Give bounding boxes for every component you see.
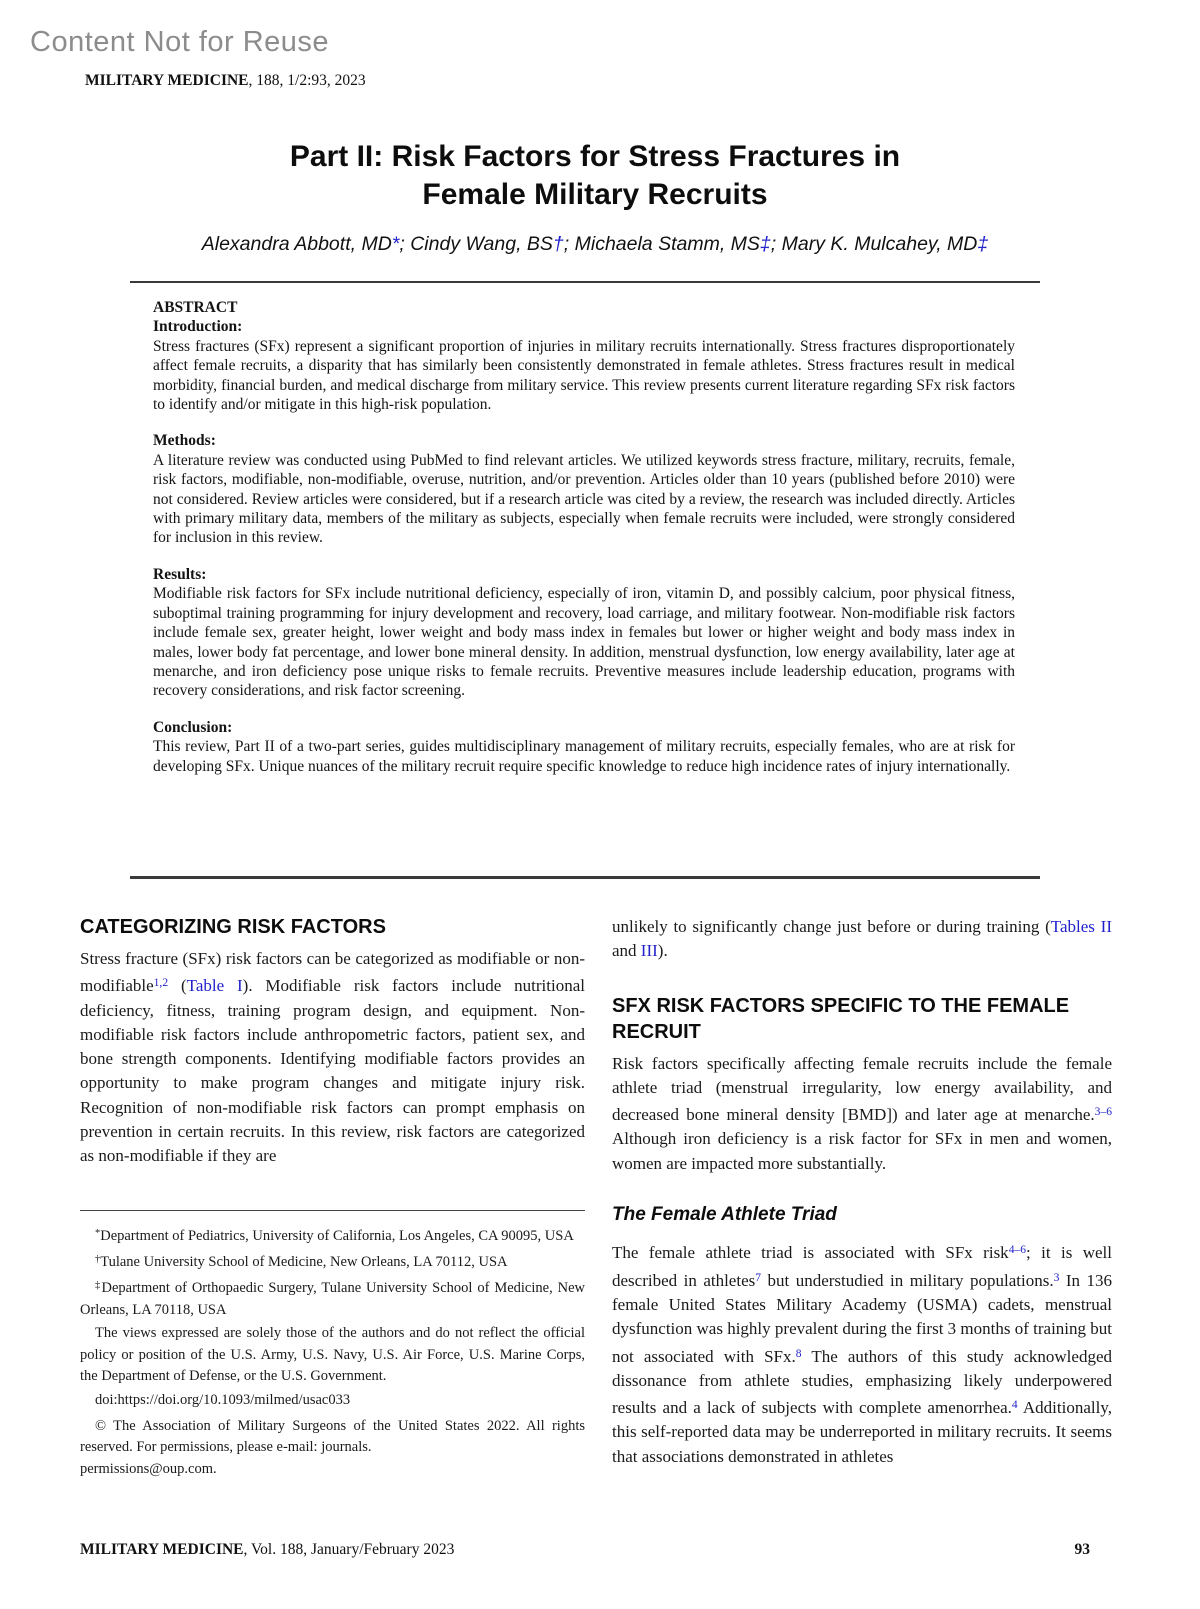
citation-link[interactable]: * <box>391 233 400 255</box>
footnotes-block <box>80 1210 585 1480</box>
text-segment: ; Mary K. Mulcahey, MD <box>770 233 978 255</box>
text-segment: The views expressed are solely those of the authors and do not reflect the official policy or position of the U.S. Army, U.S. Navy, U.S. Air Force, U.S. Marine Corps, the Department of Defense, or the U.S. Government. <box>80 1325 585 1385</box>
abstract-results <box>153 565 1015 701</box>
abstract-conclusion-text: This review, Part II of a two-part series, guides multidisciplinary management of military recruits, especially females, who are at risk for developing SFx. Unique nuances of the military recruit require specific knowledge to reduce high incidence rates of injury internationally. <box>153 738 1015 775</box>
text-segment: Alexandra Abbott, MD <box>201 233 392 255</box>
text-segment: Stress fracture (SFx) risk factors can be categorized as modifiable or non-modifiable <box>80 949 585 996</box>
categorizing-risk-factors-paragraph <box>80 947 585 1169</box>
article-title-line1: Part II: Risk Factors for Stress Fractures in <box>289 140 901 173</box>
abstract-methods <box>153 431 1015 547</box>
footnote-copyright <box>80 1416 585 1480</box>
rule-below-authors <box>130 281 1040 283</box>
footnote-rule <box>80 1210 585 1211</box>
text-segment: The authors of this study acknowledged dissonance from athlete studies, emphasizing likely underpowered results and a lack of subjects with complete amenorrhea. <box>612 1346 1112 1418</box>
rule-below-abstract <box>130 876 1040 879</box>
citation-link[interactable]: Tables II <box>1050 917 1112 936</box>
citation-link[interactable]: III <box>640 941 658 961</box>
footnote-symbol: † <box>95 1254 101 1266</box>
text-segment: doi:https://doi.org/10.1093/milmed/usac033 <box>95 1391 351 1408</box>
article-title <box>0 138 1190 214</box>
text-segment: Additionally, this self-reported data may be underreported in military recruits. It seems that associations demonstrated in athletes <box>612 1398 1112 1466</box>
citation-link[interactable]: † <box>552 233 564 255</box>
text-segment: and <box>612 941 641 961</box>
abstract-results-text: Modifiable risk factors for SFx include nutritional deficiency, especially of iron, vitamin D, and possibly calcium, poor physical fitness, suboptimal training programming for injury development and recovery, load carriage, and military footwear. Non-modifiable risk factors include female sex, greater height, lower weight and body mass index in females but lower or higher weight and body mass index in males, lower body fat percentage, and lower bone mineral density. In addition, menstrual dysfunction, low energy availability, later age at menarche, and iron deficiency pose unique risks to female recruits. Preventive measures include leadership education, programs with recovery considerations, and risk factor screening. <box>153 585 1015 700</box>
reference-superscript-link[interactable]: 1,2 <box>153 976 169 990</box>
abstract-introduction <box>153 317 1015 414</box>
masthead-journal-name: MILITARY MEDICINE <box>85 72 249 89</box>
footer-journal-line <box>80 1541 454 1559</box>
abstract-introduction-label: Introduction: <box>153 318 243 336</box>
citation-link[interactable]: Table I <box>186 976 243 996</box>
text-segment: ; it is well described in athletes <box>612 1243 1112 1290</box>
text-segment: In 136 female United States Military Academy (USMA) cadets, menstrual dysfunction was highly prevalent during the first 3 months of training but not associated with SFx. <box>612 1270 1113 1366</box>
text-segment: but understudied in military populations. <box>761 1270 1054 1290</box>
sfx-risk-factors-heading: SFX RISK FACTORS SPECIFIC TO THE FEMALE RECRUIT <box>612 994 1070 1043</box>
reference-superscript-link[interactable]: 4 <box>1011 1398 1018 1412</box>
text-segment: © The Association of Military Surgeons of the United States 2022. All rights reserved. For permissions, please e-mail: journals. <box>80 1417 585 1456</box>
abstract-heading: ABSTRACT <box>153 299 238 316</box>
footnote-affiliation-3 <box>80 1275 585 1321</box>
text-segment: Department of Pediatrics, University of California, Los Angeles, CA 90095, USA <box>100 1227 574 1244</box>
footer-journal-name: MILITARY MEDICINE <box>80 1541 244 1558</box>
text-segment: ). <box>657 941 668 961</box>
text-segment: ( <box>168 976 187 996</box>
text-segment: Department of Orthopaedic Surgery, Tulane University School of Medicine, New Orleans, LA 70118, USA <box>80 1280 585 1318</box>
content-not-for-reuse-watermark: Content Not for Reuse <box>30 26 330 58</box>
text-segment: Although iron deficiency is a risk factor for SFx in men and women, women are impacted more substantially. <box>612 1129 1112 1173</box>
footnote-affiliation-1 <box>80 1223 585 1247</box>
abstract-methods-text: A literature review was conducted using PubMed to find relevant articles. We utilized keywords stress fracture, military, recruits, female, risk factors, modifiable, non-modifiable, overuse, nutrition, and/or prevention. Articles older than 10 years (published before 2010) were not considered. Review articles were considered, but if a research article was cited by a review, the research was included directly. Articles with primary military data, members of the military as subjects, especially when female recruits were included, were strongly considered for inclusion in this review. <box>153 451 1015 547</box>
female-athlete-triad-paragraph <box>612 1238 1112 1469</box>
abstract-conclusion-label: Conclusion: <box>153 718 233 736</box>
abstract-introduction-text: Stress fractures (SFx) represent a significant proportion of injuries in military recruits internationally. Stress fractures disproportionately affect female recruits, a disparity that has similarly been consistently demonstrated in female athletes. Stress fractures result in medical morbidity, financial burden, and medical discharge from military service. This review presents current literature regarding SFx risk factors to identify and/or mitigate in this high-risk population. <box>153 337 1015 414</box>
text-segment: The female athlete triad is associated with SFx risk <box>612 1243 1009 1263</box>
text-segment: Tulane University School of Medicine, New Orleans, LA 70112, USA <box>100 1254 508 1271</box>
text-segment: ; Michaela Stamm, MS <box>563 233 760 255</box>
footnote-doi <box>80 1390 585 1411</box>
reference-superscript-link[interactable]: 3 <box>1053 1270 1060 1284</box>
footnote-disclaimer <box>80 1323 585 1387</box>
text-segment: unlikely to significantly change just before or during training ( <box>612 917 1051 936</box>
author-byline <box>0 233 1190 256</box>
categorizing-risk-factors-heading: CATEGORIZING RISK FACTORS <box>80 916 386 938</box>
footnote-affiliation-2 <box>80 1249 585 1273</box>
abstract-section <box>153 298 1015 776</box>
citation-link[interactable]: ‡ <box>759 233 771 255</box>
abstract-results-label: Results: <box>153 565 207 583</box>
text-segment: permissions@oup.com. <box>80 1460 217 1477</box>
text-segment: Risk factors specifically affecting female recruits include the female athlete triad (menstrual irregularity, low energy availability, and decreased bone mineral density [BMD]) and later age at menarche. <box>612 1053 1112 1125</box>
page-footer <box>80 1541 1090 1559</box>
abstract-conclusion <box>153 718 1015 776</box>
article-title-line2: Female Military Recruits <box>422 178 768 211</box>
female-athlete-triad-subheading: The Female Athlete Triad <box>612 1204 837 1226</box>
masthead-issue-info: , 188, 1/2:93, 2023 <box>248 72 366 89</box>
citation-link[interactable]: ‡ <box>977 233 989 255</box>
masthead <box>85 72 366 90</box>
abstract-methods-label: Methods: <box>153 432 216 450</box>
sfx-risk-factors-paragraph <box>612 1052 1112 1176</box>
footnote-symbol: * <box>95 1227 101 1239</box>
footer-issue-info: , Vol. 188, January/February 2023 <box>243 1541 455 1558</box>
text-segment: ; Cindy Wang, BS <box>399 233 553 255</box>
footnote-symbol: ‡ <box>95 1280 102 1292</box>
text-segment: ). Modifiable risk factors include nutritional deficiency, fitness, training program design, and equipment. Non-modifiable risk factors include anthropometric factors, patient sex, and bone strength components. Identifying modifiable factors provides an opportunity to make program changes and mitigate injury risk. Recognition of non-modifiable risk factors can prompt emphasis on prevention in certain recruits. In this review, risk factors are categorized as non-modifiable if they are <box>80 976 585 1166</box>
continuation-paragraph <box>612 915 1112 964</box>
right-column <box>612 903 1112 1480</box>
page-number: 93 <box>1074 1541 1090 1558</box>
reference-superscript-link[interactable]: 7 <box>755 1270 762 1284</box>
reference-superscript-link[interactable]: 8 <box>795 1346 802 1360</box>
reference-superscript-link[interactable]: 3–6 <box>1094 1105 1112 1119</box>
body-columns <box>80 903 1112 1480</box>
left-column <box>80 903 585 1480</box>
reference-superscript-link[interactable]: 4–6 <box>1008 1243 1027 1257</box>
